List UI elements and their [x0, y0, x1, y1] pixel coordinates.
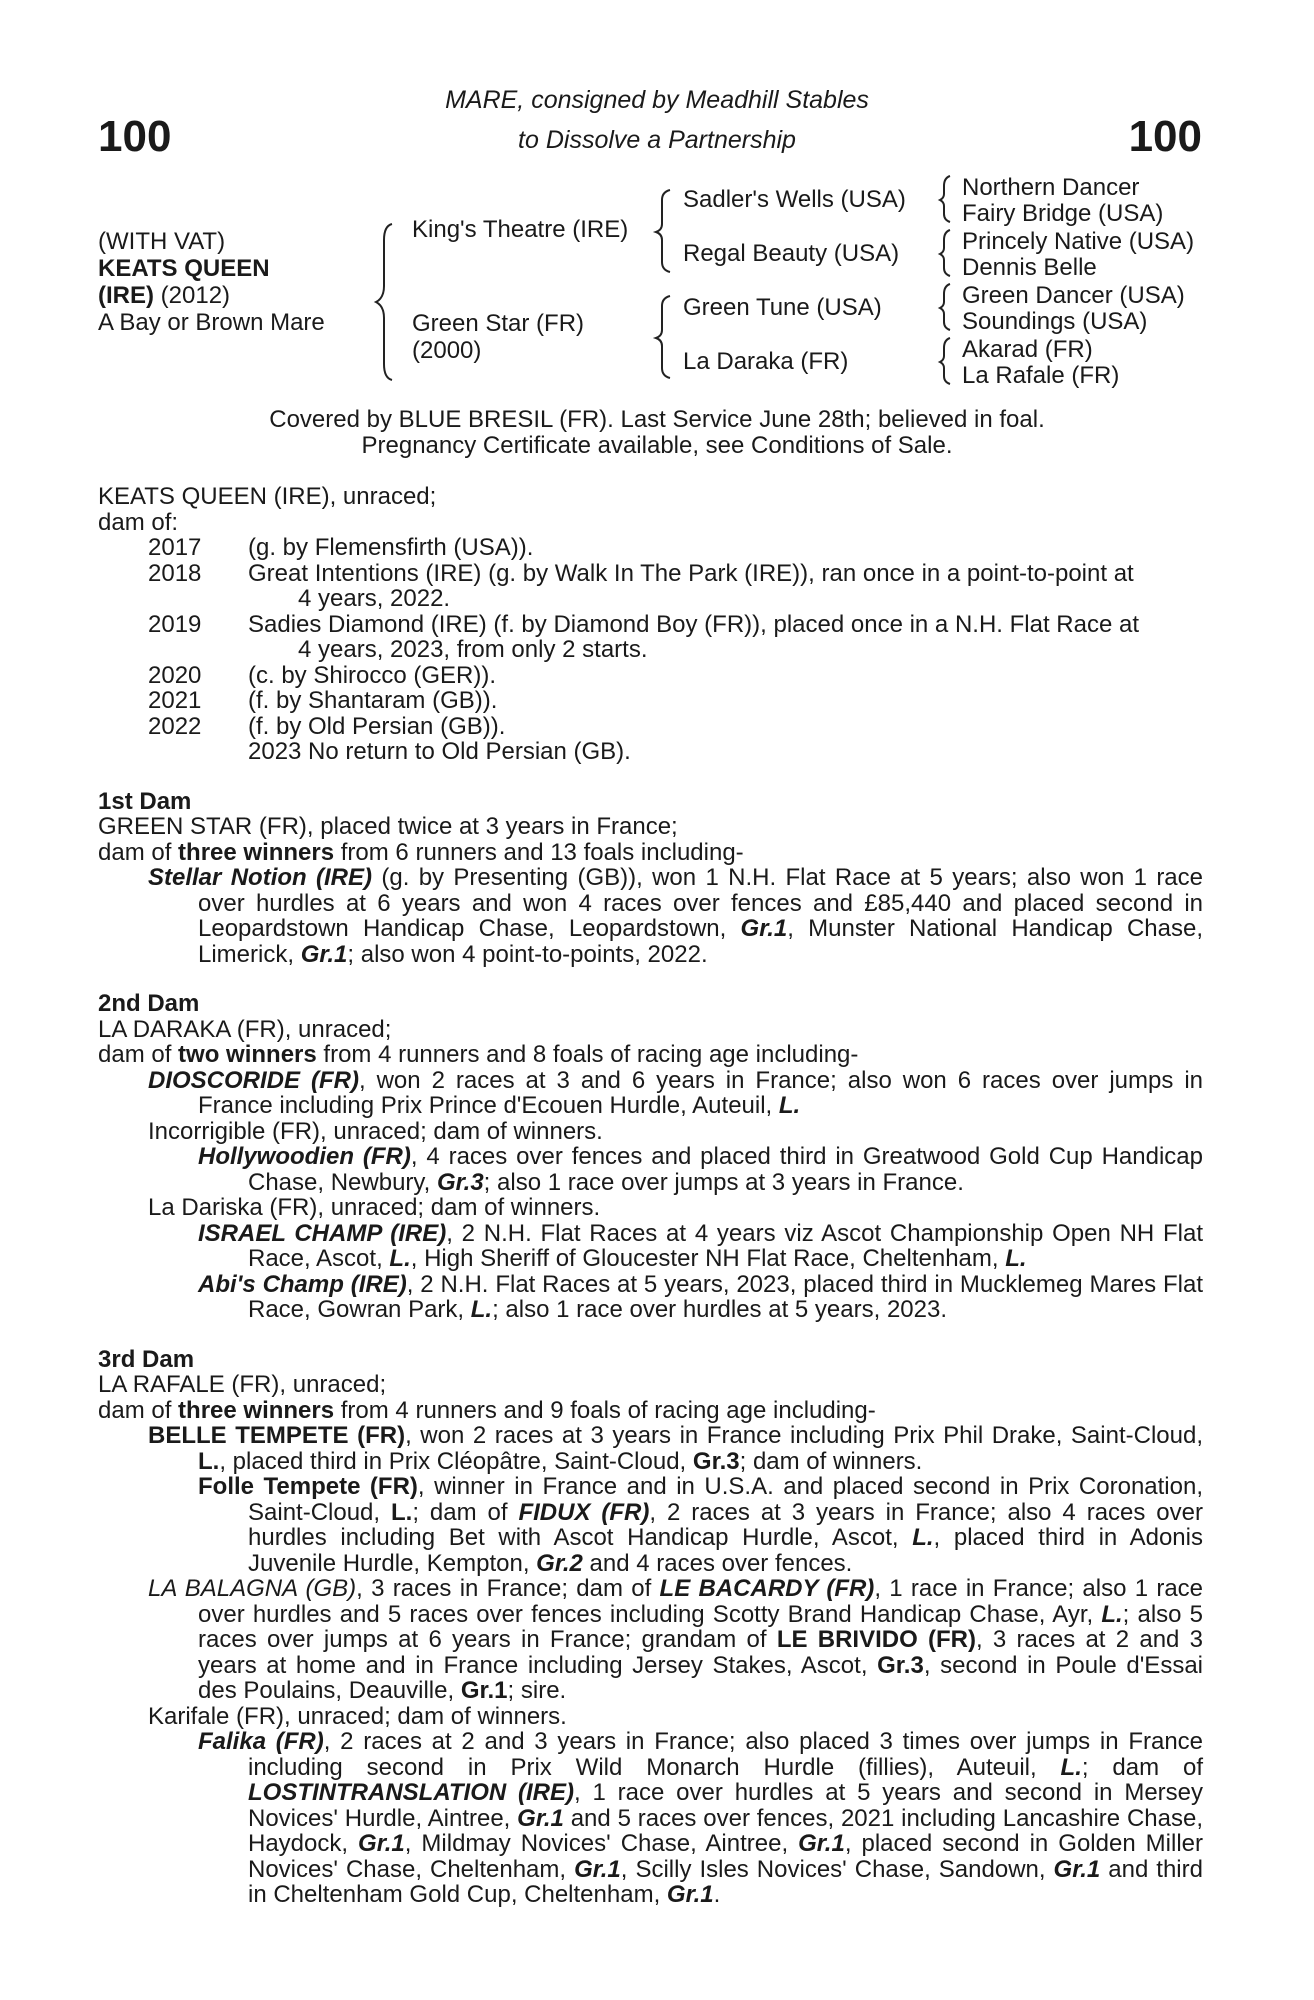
progeny-text: ; also 1 race over jumps at 3 years in France.	[483, 1168, 964, 1196]
dam-of-label: dam of	[98, 1041, 172, 1068]
main-brace	[376, 224, 392, 380]
produce-year: 2017	[148, 534, 202, 561]
progeny-text: , High Sheriff of Gloucester NH Flat Race, Cheltenham,	[410, 1245, 1006, 1272]
progeny-name: Abi's Champ (IRE)	[198, 1270, 407, 1298]
second-dam-entry	[98, 1068, 1203, 1119]
listed-badge: L.	[778, 1092, 801, 1119]
grade-badge: Gr.3	[692, 1447, 740, 1475]
dam-name: Green Star (FR)	[412, 310, 585, 337]
gg-brace-1	[940, 176, 950, 222]
progeny-text: , 4 races over fences and placed third in Greatwood Gold Cup Handicap Chase, Newbury,	[248, 1143, 1203, 1196]
granddam-2: La Daraka (FR)	[683, 348, 849, 375]
progeny-name: Stellar Notion (IRE)	[148, 864, 373, 891]
listed-badge: L.	[1005, 1245, 1027, 1272]
produce-text: (g. by Flemensfirth (USA)).	[248, 534, 534, 561]
progeny-text: , 1 race in France; also 1 race over hurdles and 5 races over fences including Scotty Brand Handicap Chase, Ayr,	[198, 1575, 1204, 1628]
progeny-text: , Scilly Isles Novices' Chase, Sandown,	[620, 1855, 1054, 1883]
listed-badge: L.	[912, 1524, 934, 1551]
grade-badge: Gr.1	[1053, 1855, 1101, 1883]
consignor-purpose: to Dissolve a Partnership	[518, 126, 796, 154]
listed-badge: L.	[391, 1498, 413, 1526]
progeny-text: ; also 1 race over hurdles at 5 years, 2023.	[492, 1296, 947, 1323]
progeny-text: and 5 races over fences, 2021 including Lancashire Chase, Haydock,	[248, 1804, 1204, 1857]
progeny-text: , 2 N.H. Flat Races at 4 years viz Ascot Championship Open NH Flat Race, Ascot,	[248, 1219, 1204, 1272]
progeny-name: BELLE TEMPETE (FR)	[148, 1422, 406, 1449]
progeny-name: Hollywoodien (FR)	[198, 1143, 411, 1170]
horse-description: A Bay or Brown Mare	[98, 309, 325, 336]
great-grandparent-5: Green Dancer (USA)	[962, 282, 1185, 309]
grade-badge: Gr.1	[740, 915, 788, 942]
progeny-text: ; also 5 races over jumps at 6 years in France; grandam of	[198, 1600, 1203, 1653]
grade-badge: Gr.1	[358, 1830, 405, 1857]
second-dam-entry	[98, 1221, 1203, 1272]
produce-year: 2021	[148, 687, 202, 714]
produce-entry	[98, 535, 1203, 561]
third-dam-summary	[98, 1398, 1203, 1424]
produce-text: (c. by Shirocco (GER)).	[248, 661, 497, 689]
produce-year: 2020	[148, 661, 202, 689]
great-grandparent-7: Akarad (FR)	[962, 336, 1093, 363]
second-dam-entry: La Dariska (FR), unraced; dam of winners.	[148, 1194, 601, 1221]
produce-entry	[98, 714, 1203, 740]
progeny-text: , 3 races at 2 and 3 years at home and in France including Jersey Stakes, Ascot,	[198, 1626, 1203, 1679]
first-dam-summary	[98, 840, 1203, 866]
great-grandparent-2: Fairy Bridge (USA)	[962, 200, 1164, 227]
progeny-text: .	[713, 1881, 721, 1908]
third-dam-heading: 3rd Dam	[98, 1345, 195, 1373]
produce-text: (f. by Shantaram (GB)).	[248, 687, 498, 714]
progeny-text: ; sire.	[507, 1677, 567, 1704]
great-grandparent-8: La Rafale (FR)	[962, 362, 1120, 389]
first-dam-line: GREEN STAR (FR), placed twice at 3 years in France;	[98, 813, 678, 840]
winners-count: three winners	[178, 838, 335, 866]
dam-of-label: dam of	[98, 1396, 172, 1424]
progeny-text: and third in Cheltenham Gold Cup, Cheltenham,	[248, 1855, 1203, 1908]
produce-text: (f. by Old Persian (GB)).	[248, 712, 506, 740]
progeny-text: , won 2 races at 3 years in France including Prix Phil Drake, Saint-Cloud,	[405, 1422, 1203, 1449]
progeny-text: ; dam of	[1081, 1753, 1203, 1781]
progeny-name: LOSTINTRANSLATION (IRE)	[248, 1779, 575, 1806]
progeny-name: LE BACARDY (FR)	[659, 1575, 875, 1602]
grade-badge: Gr.3	[877, 1651, 924, 1679]
third-dam-line: LA RAFALE (FR), unraced;	[98, 1371, 387, 1398]
progeny-text: and 4 races over fences.	[582, 1549, 853, 1577]
produce-dam-of: dam of:	[98, 508, 179, 536]
produce-entry	[98, 688, 1203, 714]
first-dam-entry	[98, 865, 1203, 967]
grade-badge: Gr.3	[436, 1168, 484, 1196]
vat-label: (WITH VAT)	[98, 228, 226, 255]
progeny-name: Falika (FR)	[198, 1728, 324, 1755]
progeny-text: , second in Poule d'Essai des Poulains, Deauville,	[198, 1651, 1203, 1704]
listed-badge: L.	[1060, 1753, 1082, 1781]
produce-year: 2018	[148, 559, 202, 587]
listed-badge: L.	[389, 1245, 411, 1272]
horse-origin: (IRE)	[98, 282, 154, 309]
produce-intro: KEATS QUEEN (IRE), unraced;	[98, 483, 437, 510]
granddam-1: Regal Beauty (USA)	[683, 240, 900, 267]
second-dam-summary	[98, 1042, 1203, 1068]
runners-text: from 4 runners and 8 foals of racing age including-	[323, 1041, 859, 1068]
third-dam-entry	[98, 1423, 1203, 1474]
progeny-text: (g. by Presenting (GB)), won 1 N.H. Flat Race at 5 years; also won 1 race over hurdles at 6 years and won 4 races over fences and £85,440 and placed second in Leopardstown Handicap Chase, Leopardstown,	[198, 864, 1204, 942]
second-dam-entry: Incorrigible (FR), unraced; dam of winners.	[148, 1117, 603, 1145]
third-dam-entry: Karifale (FR), unraced; dam of winners.	[148, 1702, 567, 1730]
first-dam-heading: 1st Dam	[98, 787, 192, 815]
covered-line-2: Pregnancy Certificate available, see Conditions of Sale.	[361, 432, 953, 459]
catalogue-body	[98, 484, 1203, 1908]
great-grandparent-3: Princely Native (USA)	[962, 228, 1195, 255]
listed-badge: L.	[198, 1447, 220, 1475]
third-dam-entry	[98, 1729, 1203, 1908]
dam-of-label: dam of	[98, 838, 172, 866]
progeny-text: , Mildmay Novices' Chase, Aintree,	[404, 1830, 799, 1857]
second-dam-heading: 2nd Dam	[98, 990, 200, 1017]
grade-badge: Gr.1	[666, 1881, 714, 1908]
third-dam-entry	[98, 1576, 1203, 1704]
produce-entry	[98, 561, 1203, 587]
produce-list	[98, 535, 1203, 765]
dam-brace	[656, 296, 670, 378]
dam-year: (2000)	[412, 337, 482, 364]
progeny-text: , placed third in Adonis Juvenile Hurdle, Kempton,	[248, 1524, 1203, 1577]
produce-year: 2022	[148, 712, 202, 740]
sire-name: King's Theatre (IRE)	[412, 216, 629, 243]
progeny-text: , winner in France and in U.S.A. and placed second in Prix Coronation, Saint-Cloud,	[248, 1473, 1204, 1526]
gg-brace-3	[940, 284, 950, 330]
gg-brace-2	[940, 230, 950, 276]
progeny-text: , 2 races at 3 years in France; also 4 races over hurdles including Bet with Ascot Handicap Hurdle, Ascot,	[248, 1498, 1203, 1551]
listed-badge: L.	[470, 1296, 493, 1323]
produce-continuation: 4 years, 2022.	[298, 585, 451, 612]
produce-continuation: 4 years, 2023, from only 2 starts.	[298, 636, 648, 663]
winners-count: three winners	[178, 1396, 335, 1424]
progeny-name: ISRAEL CHAMP (IRE)	[198, 1219, 447, 1247]
second-dam-line: LA DARAKA (FR), unraced;	[98, 1015, 392, 1043]
listed-badge: L.	[1101, 1600, 1123, 1628]
runners-text: from 4 runners and 9 foals of racing age including-	[340, 1396, 876, 1424]
progeny-text: , 2 N.H. Flat Races at 5 years, 2023, placed third in Mucklemeg Mares Flat Race, Gowran Park,	[248, 1270, 1203, 1323]
progeny-text: ; dam of winners.	[739, 1447, 923, 1475]
produce-text: Great Intentions (IRE) (g. by Walk In The Park (IRE)), ran once in a point-to-point at	[248, 559, 1134, 587]
progeny-text: , placed second in Golden Miller Novices' Chase, Cheltenham,	[248, 1830, 1203, 1883]
grade-badge: Gr.1	[574, 1855, 621, 1883]
grandsire-2: Green Tune (USA)	[683, 294, 882, 321]
grade-badge: Gr.1	[517, 1804, 564, 1832]
produce-year: 2019	[148, 610, 202, 638]
progeny-name: LA BALAGNA (GB)	[148, 1575, 357, 1602]
winners-count: two winners	[178, 1041, 317, 1068]
progeny-name: DIOSCORIDE (FR)	[148, 1066, 359, 1094]
produce-text: Sadies Diamond (IRE) (f. by Diamond Boy (FR)), placed once in a N.H. Flat Race at	[248, 610, 1139, 638]
covered-line-1: Covered by BLUE BRESIL (FR). Last Service June 28th; believed in foal.	[269, 406, 1045, 433]
progeny-text: , Munster National Handicap Chase, Limerick,	[198, 915, 1203, 968]
progeny-text: , won 2 races at 3 and 6 years in France; also won 6 races over jumps in France including Prix Prince d'Ecouen Hurdle, Auteuil,	[198, 1066, 1204, 1119]
produce-final: 2023 No return to Old Persian (GB).	[248, 738, 631, 765]
grade-badge: Gr.1	[300, 940, 348, 968]
grade-badge: Gr.1	[798, 1830, 845, 1857]
produce-entry	[98, 612, 1203, 638]
great-grandparent-4: Dennis Belle	[962, 254, 1097, 281]
progeny-name: Folle Tempete (FR)	[198, 1473, 418, 1500]
consignor-line: MARE, consigned by Meadhill Stables	[445, 86, 869, 114]
third-dam-entry	[98, 1474, 1203, 1576]
lot-number-left: 100	[98, 112, 172, 161]
horse-name: KEATS QUEEN	[98, 255, 270, 282]
lot-number-right: 100	[1128, 112, 1202, 161]
gg-brace-4	[940, 338, 950, 384]
grandsire-1: Sadler's Wells (USA)	[683, 186, 906, 213]
great-grandparent-1: Northern Dancer	[962, 174, 1140, 201]
second-dam-entry	[98, 1144, 1203, 1195]
progeny-text: ; also won 4 point-to-points, 2022.	[347, 940, 708, 968]
great-grandparent-6: Soundings (USA)	[962, 308, 1148, 335]
grade-badge: Gr.1	[460, 1677, 508, 1704]
progeny-name: FIDUX (FR)	[518, 1498, 650, 1526]
sire-brace	[656, 190, 670, 272]
horse-year: (2012)	[160, 282, 231, 309]
progeny-name: LE BRIVIDO (FR)	[776, 1626, 976, 1653]
produce-entry	[98, 663, 1203, 689]
grade-badge: Gr.2	[536, 1549, 583, 1577]
second-dam-entry	[98, 1272, 1203, 1323]
progeny-text: ; dam of	[412, 1498, 519, 1526]
progeny-text: , placed third in Prix Cléopâtre, Saint-Cloud,	[219, 1447, 693, 1475]
progeny-text: , 1 race over hurdles at 5 years and second in Mersey Novices' Hurdle, Aintree,	[248, 1779, 1204, 1832]
progeny-text: , 3 races in France; dam of	[356, 1575, 660, 1602]
progeny-text: , 2 races at 2 and 3 years in France; also placed 3 times over jumps in France including second in Prix Wild Monarch Hurdle (fillies), Auteuil,	[248, 1728, 1204, 1781]
runners-text: from 6 runners and 13 foals including-	[340, 838, 744, 866]
